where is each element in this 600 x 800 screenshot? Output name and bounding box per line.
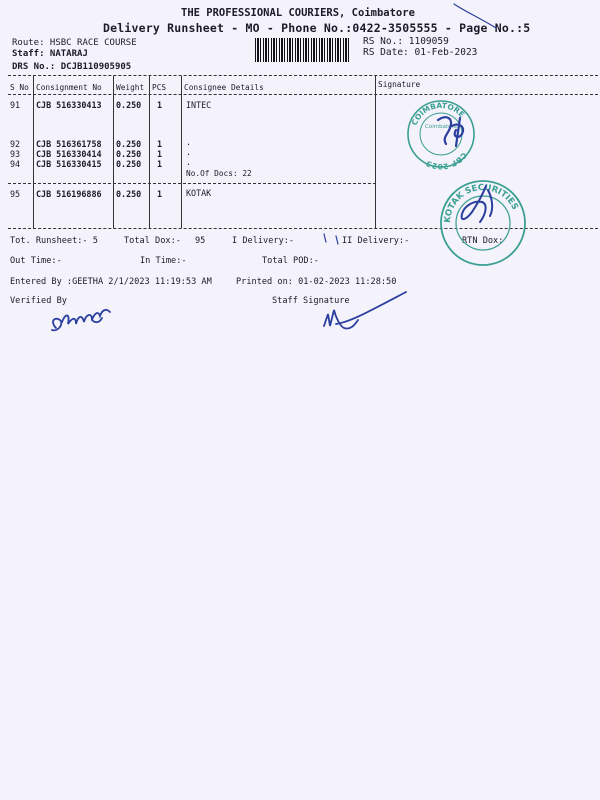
company-title: THE PROFESSIONAL COURIERS, Coimbatore xyxy=(181,7,415,19)
entered-by: Entered By :GEETHA 2/1/2023 11:19:53 AM xyxy=(10,277,212,287)
total-dox: Total Dox:- xyxy=(124,236,181,246)
route-label: Route: HSBC RACE COURSE xyxy=(12,38,137,48)
row-pcs: 1 xyxy=(157,149,163,159)
staff-label: Staff: NATARAJ xyxy=(12,49,88,59)
stamp1-mid-text: Coimbatore xyxy=(425,124,457,130)
row-consignee: KOTAK xyxy=(186,188,212,198)
total-pod: Total POD:- xyxy=(262,256,319,266)
corner-pen-mark xyxy=(452,2,500,30)
stamp1-bottom-text: CBF 2023 xyxy=(424,150,469,172)
header-sno: S No xyxy=(10,83,29,92)
verified-by: Verified By xyxy=(10,296,67,306)
row-consignee: . xyxy=(186,157,192,167)
col-divider xyxy=(375,76,376,228)
table-top-rule xyxy=(8,75,598,76)
verified-signature xyxy=(48,302,120,338)
header-pcs: PCS xyxy=(152,83,167,92)
signature-mark-2 xyxy=(452,182,502,232)
row-pcs: 1 xyxy=(157,139,163,149)
header-signature: Signature xyxy=(378,80,421,89)
row-weight: 0.250 xyxy=(116,139,142,149)
row-consignee: . xyxy=(186,137,192,147)
rs-number: RS No.: 1109059 xyxy=(363,36,449,47)
row-sno: 91 xyxy=(10,100,21,110)
stamp2-text: KOTAK SECURITIES xyxy=(442,182,520,224)
out-time: Out Time:- xyxy=(10,256,62,266)
pen-tick xyxy=(322,232,342,246)
rtn-dox: RTN Dox: xyxy=(462,236,504,246)
row-pcs: 1 xyxy=(157,100,163,110)
row-consignee: . xyxy=(186,147,192,157)
row-consignment: CJB 516330414 xyxy=(36,149,102,159)
header-consignment: Consignment No xyxy=(36,83,102,92)
signature-mark-1 xyxy=(432,112,472,152)
col-divider xyxy=(181,76,182,228)
row-sno: 92 xyxy=(10,139,21,149)
row-consignment: CJB 516330413 xyxy=(36,100,102,110)
drs-number: DRS No.: DCJB110905905 xyxy=(12,62,132,72)
row-pcs: 1 xyxy=(157,159,163,169)
row-weight: 0.250 xyxy=(116,149,142,159)
barcode xyxy=(255,38,350,62)
row-sno: 93 xyxy=(10,149,21,159)
row-consignment: CJB 516330415 xyxy=(36,159,102,169)
stamp1-top-text: COIMBATORE xyxy=(409,100,467,127)
staff-handwritten-signature xyxy=(316,288,412,336)
tot-runsheet: Tot. Runsheet:- 5 xyxy=(10,236,98,246)
row-sno: 94 xyxy=(10,159,21,169)
row-weight: 0.250 xyxy=(116,159,142,169)
header-weight: Weight xyxy=(116,83,145,92)
row-weight: 0.250 xyxy=(116,189,142,199)
runsheet-title: Delivery Runsheet - MO - Phone No.:0422-3505555 - Page No.:5 xyxy=(103,21,531,35)
row-consignee: INTEC xyxy=(186,100,212,110)
row-consignment: CJB 516361758 xyxy=(36,139,102,149)
no-of-docs: No.Of Docs: 22 xyxy=(186,169,252,178)
col-divider xyxy=(113,76,114,228)
col-divider xyxy=(33,76,34,228)
row-consignment: CJB 516196886 xyxy=(36,189,102,199)
row-weight: 0.250 xyxy=(116,100,142,110)
row-pcs: 1 xyxy=(157,189,163,199)
total-dox-value: 95 xyxy=(195,236,206,246)
in-time: In Time:- xyxy=(140,256,187,266)
row-divider xyxy=(8,183,376,184)
staff-signature: Staff Signature xyxy=(272,296,350,306)
i-delivery: I Delivery:- xyxy=(232,236,295,246)
printed-on: Printed on: 01-02-2023 11:28:50 xyxy=(236,277,397,287)
col-divider xyxy=(149,76,150,228)
row-sno: 95 xyxy=(10,189,21,199)
table-header-rule xyxy=(8,94,598,95)
header-consignee: Consignee Details xyxy=(184,83,264,92)
ii-delivery: II Delivery:- xyxy=(342,236,410,246)
rs-date: RS Date: 01-Feb-2023 xyxy=(363,47,478,58)
